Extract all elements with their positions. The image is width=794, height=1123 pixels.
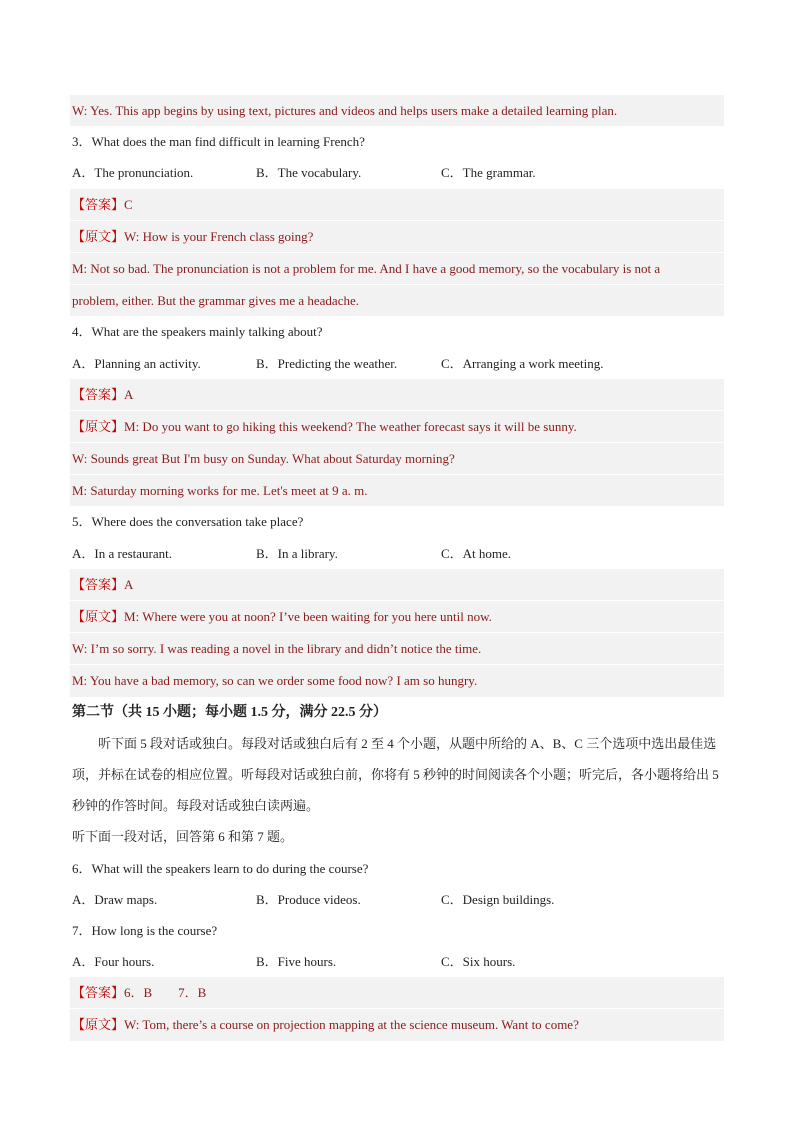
option-c: C．Arranging a work meeting. [441,355,604,371]
option-a: A．In a restaurant. [72,545,172,561]
option-b: B．Predicting the weather. [256,355,398,371]
transcript-line [70,600,724,632]
shaded-text: M: You have a bad memory, so can we order some food now? I am so hungry. [72,673,478,689]
transcript-line [70,284,724,316]
shaded-text: M: Not so bad. The pronunciation is not a problem for me. And I have a good memory, so the vocabulary is not a [72,260,661,276]
option-a: A．Planning an activity. [72,355,201,371]
answer-tag: 【答案】 [72,386,125,402]
question-text: 6．What will the speakers learn to do during the course? [72,860,369,876]
shaded-text: M: Do you want to go hiking this weekend? The weather forecast says it will be sunny. [124,418,577,434]
transcript-line [70,220,724,252]
transcript-line [70,664,724,696]
option-a: A．The pronunciation. [72,165,194,181]
instructions-paragraph: 听下面 5 段对话或独白。每段对话或独白后有 2 至 4 个小题，从题中所给的 A、B、C 三个选项中选出最佳选项，并标在试卷的相应位置。听每段对话或独白前，你将有 5 秒钟的时间阅读各个小题；听完后，各小题将给出 5 秒钟的作答时间。每段对话或独白读两遍。 [72,735,719,814]
answer-options [70,884,724,915]
answer-tag: 【原文】 [72,609,125,624]
shaded-text: M: Saturday morning works for me. Let's meet at 9 a. m. [72,483,368,499]
option-b: B．In a library. [256,545,338,561]
option-c: C．The grammar. [441,165,536,181]
question-text: 听下面一段对话，回答第 6 和第 7 题。 [72,829,294,845]
shaded-text: W: Tom, there’s a course on projection mapping at the science museum. Want to come? [124,1017,579,1033]
shaded-text: W: How is your French class going? [124,228,314,244]
question-text: 7．How long is the course? [72,922,218,938]
answer-line [70,189,724,220]
shaded-text: A [124,386,134,402]
option-b: B．Five hours. [256,954,337,970]
question-text: 5．Where does the conversation take place? [72,514,304,530]
answer-tag: 【原文】 [72,228,125,244]
answer-tag: 【原文】 [72,1017,125,1033]
option-c: C．Six hours. [441,954,516,970]
shaded-text: W: Sounds great But I'm busy on Sunday. What about Saturday morning? [72,451,455,467]
answer-tag: 【答案】 [72,576,125,592]
answer-tag: 【答案】 [72,196,125,212]
answer-line [70,379,724,410]
shaded-text: A [124,576,134,592]
shaded-text: W: I’m so sorry. I was reading a novel in the library and didn’t notice the time. [72,641,482,657]
transcript-line [70,1008,724,1040]
transcript-line [70,410,724,442]
answer-line [70,977,724,1008]
option-a: A．Draw maps. [72,891,158,907]
option-b: B．The vocabulary. [256,165,362,181]
answer-options [70,946,724,977]
answer-options [70,538,724,569]
shaded-text: C [124,196,133,212]
shaded-text: problem, either. But the grammar gives me a headache. [72,293,359,309]
transcript-line [70,442,724,474]
section-heading: 第二节（共 15 小题；每小题 1.5 分，满分 22.5 分） [72,704,387,720]
exam-page [70,95,724,1041]
shaded-text: 6．B 7．B [124,985,207,1001]
question-text: 4．What are the speakers mainly talking about? [72,324,323,340]
answer-tag: 【答案】 [72,985,125,1001]
question-text: 3．What does the man find difficult in learning French? [72,134,365,150]
shaded-text: W: Yes. This app begins by using text, pictures and videos and helps users make a detailed learning plan. [72,103,618,118]
transcript-line [70,95,724,126]
transcript-line [70,632,724,664]
option-c: C．Design buildings. [441,891,555,907]
option-c: C．At home. [441,545,512,561]
transcript-line [70,252,724,284]
option-a: A．Four hours. [72,954,155,970]
answer-options [70,348,724,379]
shaded-text: M: Where were you at noon? I’ve been waiting for you here until now. [124,609,492,624]
answer-options [70,157,724,188]
transcript-line [70,474,724,506]
option-b: B．Produce videos. [256,891,361,907]
answer-tag: 【原文】 [72,418,125,434]
answer-line [70,569,724,600]
